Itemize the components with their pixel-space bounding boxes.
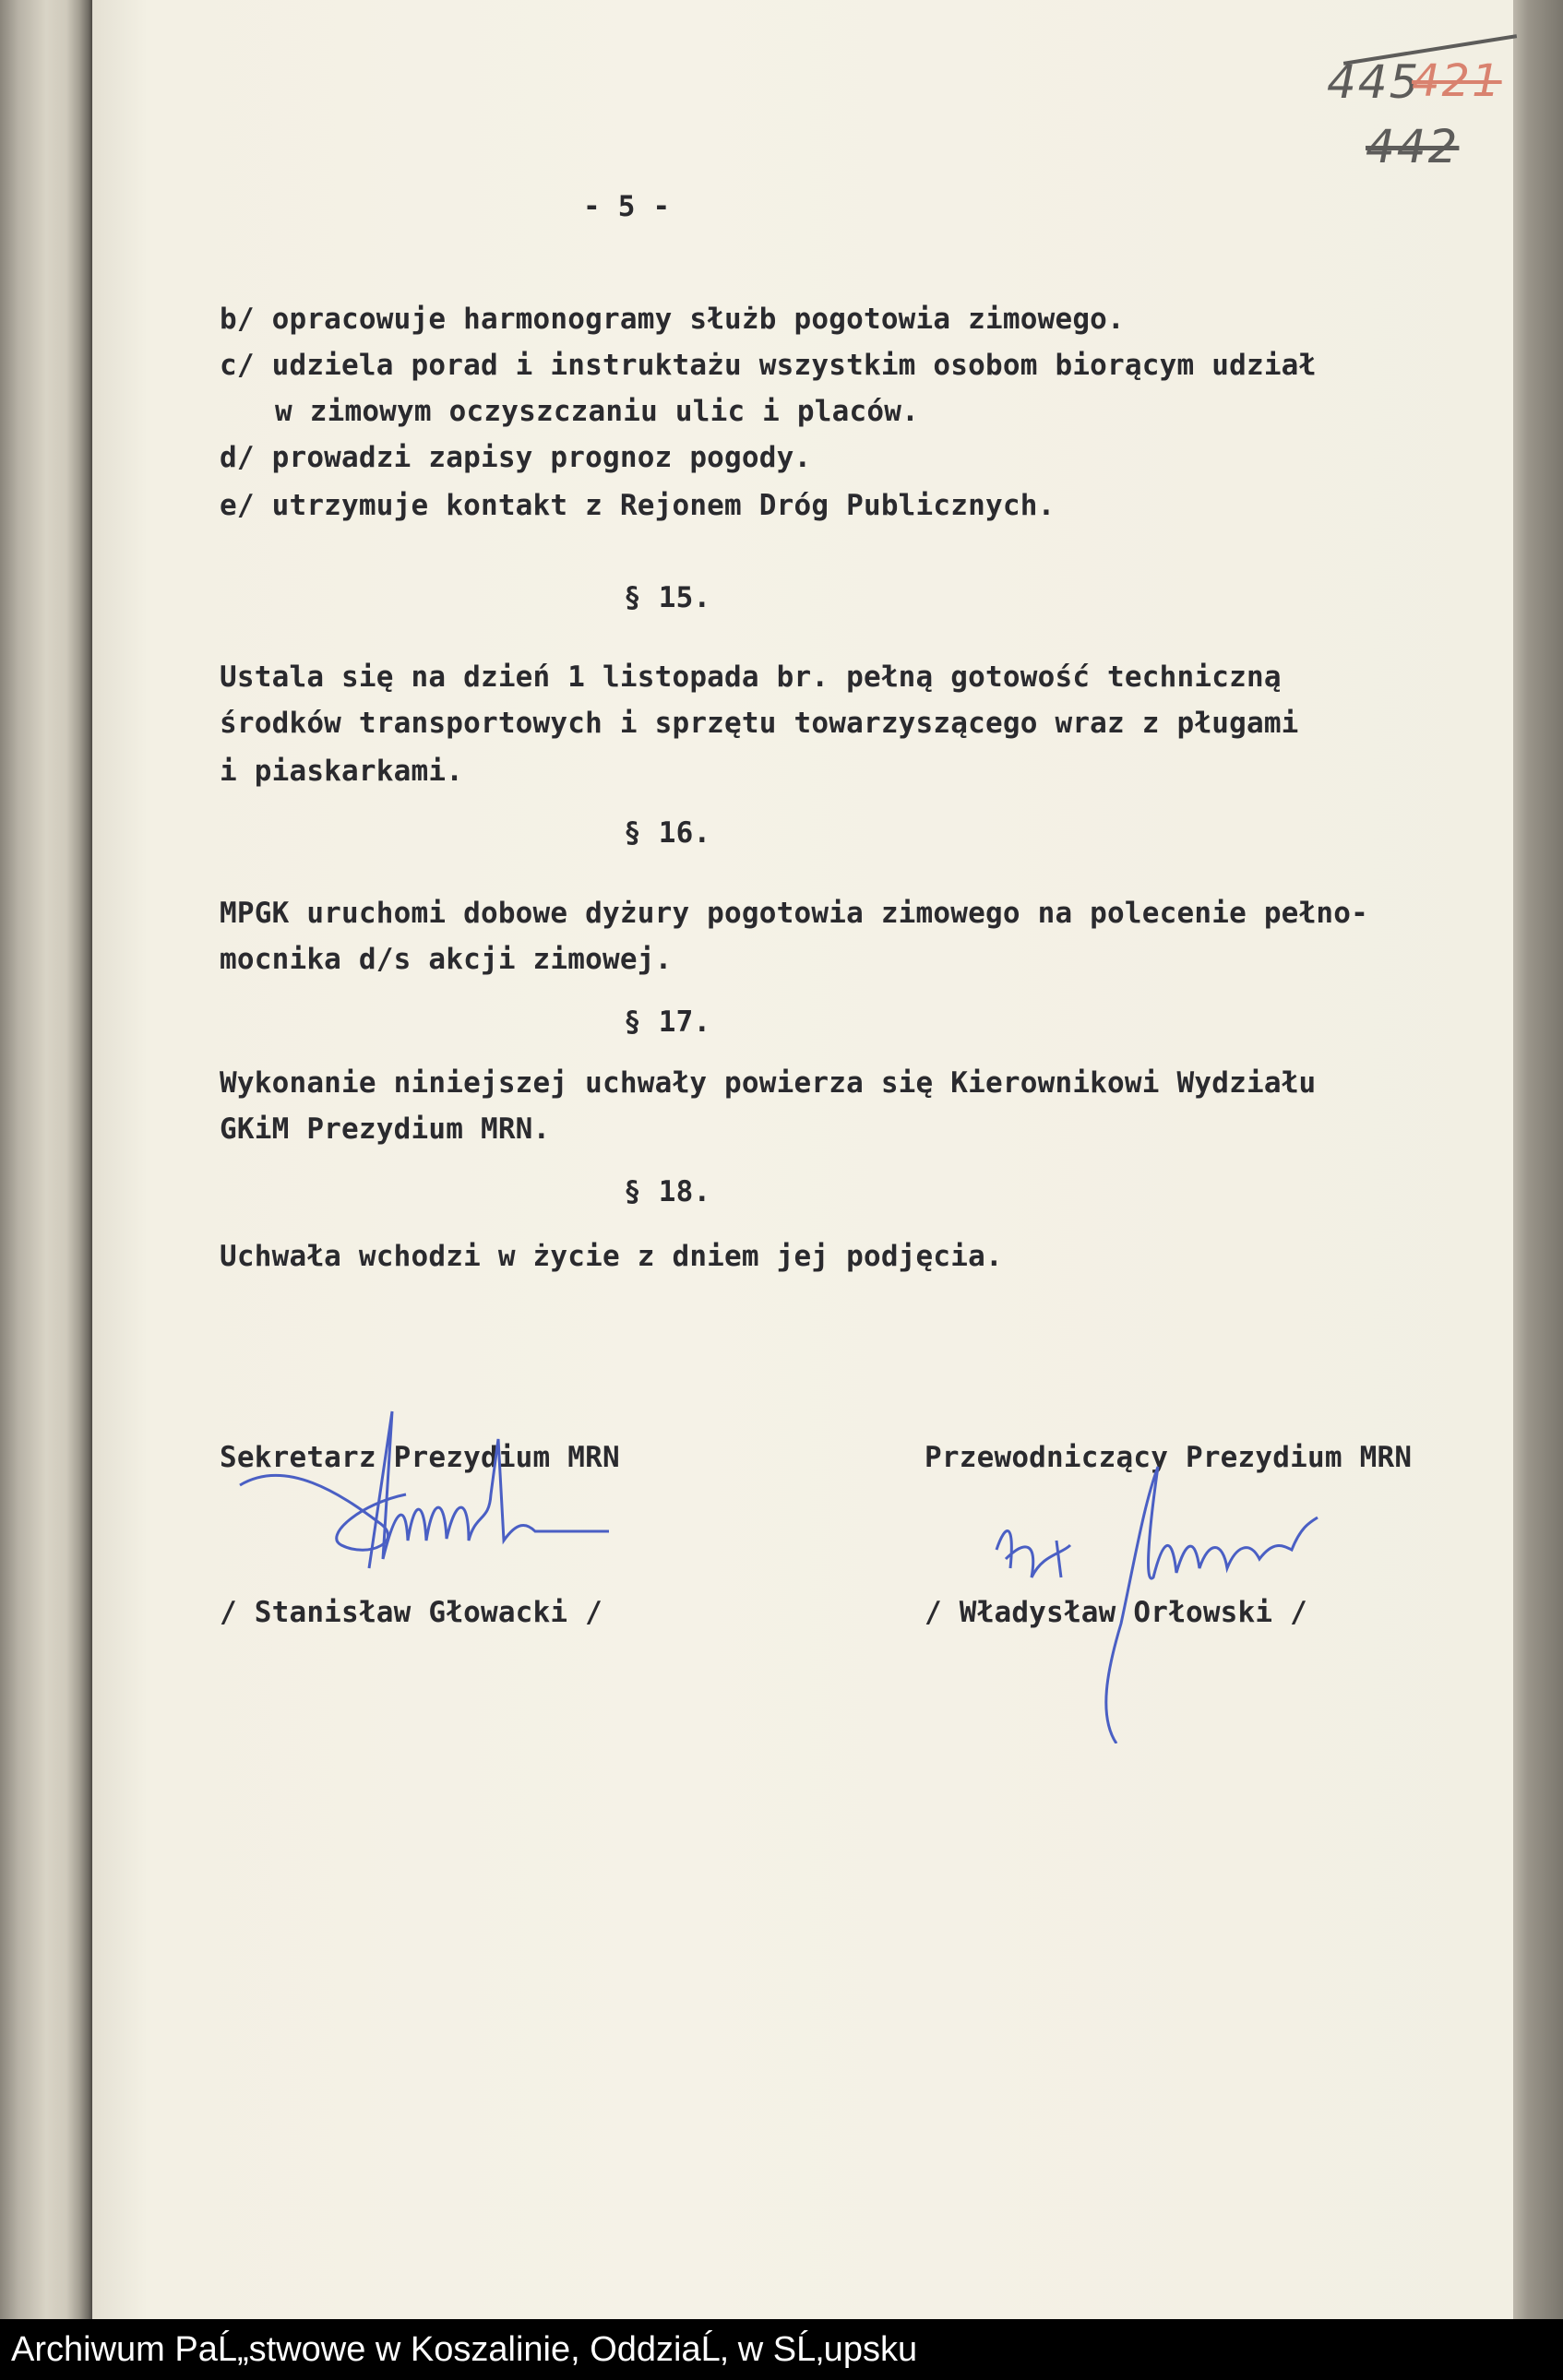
list-item: e/ utrzymuje kontakt z Rejonem Dróg Publicznych. — [220, 489, 1056, 522]
list-item-continuation: w zimowym oczyszczaniu ulic i placów. — [275, 395, 919, 428]
pencil-old-folio-number: 442 — [1366, 120, 1460, 173]
section-18-line: Uchwała wchodzi w życie z dniem jej podjęcia. — [220, 1240, 1003, 1273]
section-15-line: Ustala się na dzień 1 listopada br. pełną gotowość techniczną — [220, 660, 1282, 694]
archive-footer: Archiwum PaĹ„stwowe w Koszalinie, OddziaĹ‚ w SĹ‚upsku — [0, 2319, 1563, 2380]
page-number: - 5 - — [583, 190, 671, 223]
section-heading-15: § 15. — [624, 581, 711, 614]
page-edge-shadow — [1513, 0, 1563, 2319]
chairman-role: Przewodniczący Prezydium MRN — [925, 1441, 1413, 1474]
section-17-line: GKiM Prezydium MRN. — [220, 1113, 551, 1146]
chairman-name: / Władysław Orłowski / — [925, 1596, 1307, 1629]
section-17-line: Wykonanie niniejszej uchwały powierza się Kierownikowi Wydziału — [220, 1066, 1317, 1100]
secretary-role: Sekretarz Prezydium MRN — [220, 1441, 620, 1474]
section-16-line: MPGK uruchomi dobowe dyżury pogotowia zimowego na polecenie pełno- — [220, 897, 1368, 930]
secretary-handwritten-signature — [231, 1384, 637, 1624]
list-item: d/ prowadzi zapisy prognoz pogody. — [220, 441, 812, 474]
list-item: b/ opracowuje harmonogramy służb pogotowia zimowego. — [220, 303, 1125, 336]
chairman-handwritten-signature — [923, 1439, 1402, 1743]
section-heading-16: § 16. — [624, 816, 711, 850]
red-struck-folio-number: 421 — [1412, 55, 1502, 107]
pencil-folio-number: 445 — [1327, 55, 1421, 109]
secretary-name: / Stanisław Głowacki / — [220, 1596, 603, 1629]
section-heading-17: § 17. — [624, 1006, 711, 1039]
section-16-line: mocnika d/s akcji zimowej. — [220, 943, 673, 976]
section-15-line: i piaskarkami. — [220, 755, 464, 788]
book-binding — [0, 0, 92, 2319]
section-heading-18: § 18. — [624, 1175, 711, 1208]
list-item: c/ udziela porad i instruktażu wszystkim osobom biorącym udział — [220, 349, 1317, 382]
section-15-line: środków transportowych i sprzętu towarzyszącego wraz z pługami — [220, 707, 1299, 740]
